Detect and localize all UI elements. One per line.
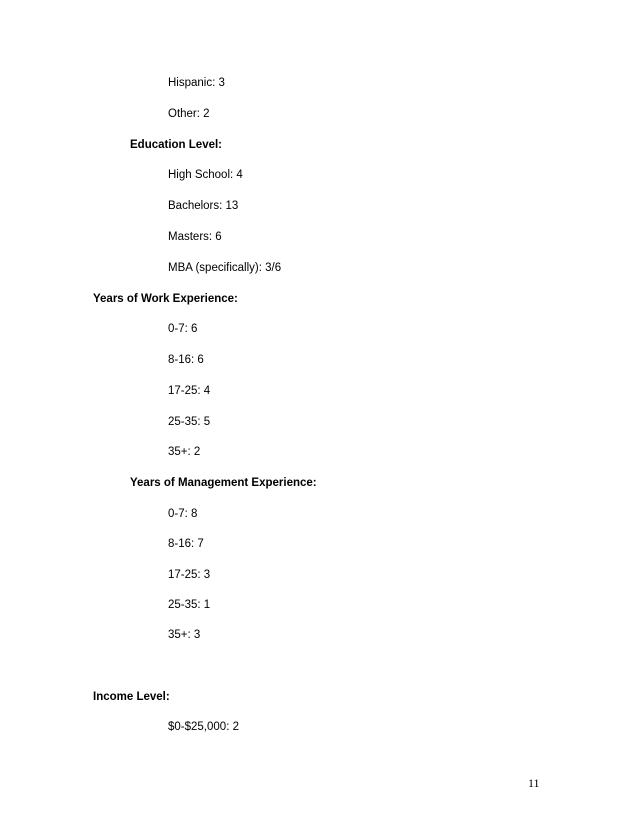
education-heading: Education Level: [130,139,223,151]
work-experience-item: 35+: 2 [168,446,201,458]
ethnicity-item-hispanic: Hispanic: 3 [168,77,225,89]
management-experience-heading: Years of Management Experience: [130,477,317,489]
ethnicity-item-other: Other: 2 [168,108,210,120]
work-experience-heading: Years of Work Experience: [93,293,238,305]
management-experience-item: 0-7: 8 [168,508,198,520]
work-experience-item: 8-16: 6 [168,354,204,366]
education-item: High School: 4 [168,169,243,181]
management-experience-item: 35+: 3 [168,629,201,641]
work-experience-item: 17-25: 4 [168,385,211,397]
work-experience-item: 0-7: 6 [168,323,198,335]
management-experience-item: 8-16: 7 [168,538,204,550]
education-item: Bachelors: 13 [168,200,239,212]
page-number: 11 [528,776,540,790]
education-item: Masters: 6 [168,231,222,243]
income-heading: Income Level: [93,691,170,703]
management-experience-item: 17-25: 3 [168,569,211,581]
work-experience-item: 25-35: 5 [168,416,211,428]
income-item: $0-$25,000: 2 [168,721,239,733]
management-experience-item: 25-35: 1 [168,599,211,611]
education-item: MBA (specifically): 3/6 [168,262,282,274]
